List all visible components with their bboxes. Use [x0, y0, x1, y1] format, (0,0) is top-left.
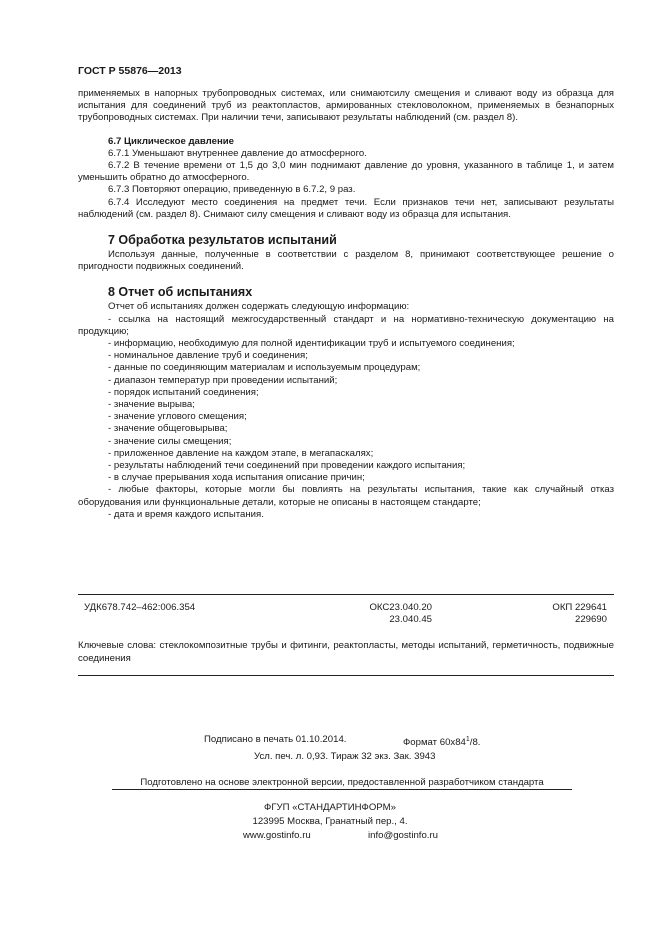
report-item: - данные по соединяющим материалам и используемым процедурам;	[108, 362, 421, 374]
report-item: - результаты наблюдений течи соединений при проведении каждого испытания;	[108, 460, 466, 472]
publisher-name: ФГУП «СТАНДАРТИНФОРМ»	[264, 802, 396, 813]
section-8-lead: Отчет об испытаниях должен содержать следующую информацию:	[108, 301, 410, 313]
print-info: Усл. печ. л. 0,93. Тираж 32 экз. Зак. 3943	[254, 751, 436, 762]
section-6-7-2: 6.7.2 В течение времени от 1,5 до 3,0 мин поднимают давление до уровня, указанного в таблице 1, и затем уменьшить обратно до атмосферного.	[78, 160, 614, 184]
section-7-title: 7 Обработка результатов испытаний	[108, 233, 337, 248]
report-item: - значение силы смещения;	[108, 435, 232, 447]
section-8-title: 8 Отчет об испытаниях	[108, 285, 253, 300]
report-item: - значение углового смещения;	[108, 411, 247, 423]
report-item: - ссылка на настоящий межгосударственный стандарт и на нормативно-техническую документацию на продукцию;	[78, 313, 614, 337]
section-6-7-title: 6.7 Циклическое давление	[108, 135, 234, 147]
report-item: - значение вырыва;	[108, 399, 195, 411]
intro-paragraph: применяемых в напорных трубопроводных системах, или снимаютсилу смещения и сливают воду из образца для испытания для соединений труб из реактопластов, армированных стекловолокном, применяемых в безнапорных трубопроводных системах. При наличии течи, записывают результаты наблюдений (см. раздел 8).	[78, 88, 614, 124]
prepared-note: Подготовлено на основе электронной версии, предоставленной разработчиком стандарта	[112, 776, 572, 790]
section-7-text: Используя данные, полученные в соответствии с разделом 8, принимают соответствующее решение о пригодности подвижных соединений.	[78, 249, 614, 273]
publisher-address: 123995 Москва, Гранатный пер., 4.	[252, 816, 408, 827]
okp-code-1: ОКП 229641	[552, 602, 607, 613]
report-item: - информацию, необходимую для полной идентификации труб и испытуемого соединения;	[108, 338, 515, 350]
signed-date: Подписано в печать 01.10.2014.	[204, 734, 347, 745]
udk-code: УДК678.742–462:006.354	[84, 602, 196, 613]
report-item: - приложенное давление на каждом этапе, в мегапаскалях;	[108, 447, 374, 459]
section-6-7-4: 6.7.4 Исследуют место соединения на предмет течи. Если признаков течи нет, записывают результаты наблюдений (см. раздел 8). Снимают силу смещения и сливают воду из образца для испытания.	[78, 196, 614, 220]
okp-code-2: 229690	[574, 614, 607, 625]
report-item: - значение общеговырыва;	[108, 423, 228, 435]
report-item: - дата и время каждого испытания.	[108, 508, 264, 520]
keywords: Ключевые слова: стеклокомпозитные трубы и фитинги, реактопласты, методы испытаний, герметичность, подвижные соединения	[78, 640, 614, 664]
standard-number: ГОСТ Р 55876—2013	[78, 65, 182, 77]
oks-code-2: 23.040.45	[389, 614, 432, 625]
main-text	[78, 88, 614, 521]
top-divider	[78, 594, 614, 595]
section-6-7-3: 6.7.3 Повторяют операцию, приведенную в 6.7.2, 9 раз.	[108, 184, 356, 196]
report-item: - порядок испытаний соединения;	[108, 386, 259, 398]
report-item: - диапазон температур при проведении испытаний;	[108, 374, 338, 386]
format-prefix: Формат 60x84	[403, 737, 466, 749]
report-item: - любые факторы, которые могли бы повлиять на результаты испытания, такие как случайный отказ оборудования или функциональные детали, которые не описаны в настоящем стандарте;	[78, 484, 614, 508]
website-link[interactable]: www.gostinfo.ru	[243, 830, 311, 841]
email-link[interactable]: info@gostinfo.ru	[368, 830, 439, 841]
section-6-7-1: 6.7.1 Уменьшают внутреннее давление до атмосферного.	[108, 147, 367, 159]
report-item: - в случае прерывания хода испытания описание причин;	[108, 472, 365, 484]
bottom-divider	[78, 675, 614, 676]
oks-code-1: ОКС23.040.20	[369, 602, 432, 613]
format-sub: /8.	[469, 737, 481, 749]
report-item: - номинальное давление труб и соединения;	[108, 350, 308, 362]
format-sup: 1	[465, 736, 470, 743]
paper-format	[403, 733, 480, 749]
